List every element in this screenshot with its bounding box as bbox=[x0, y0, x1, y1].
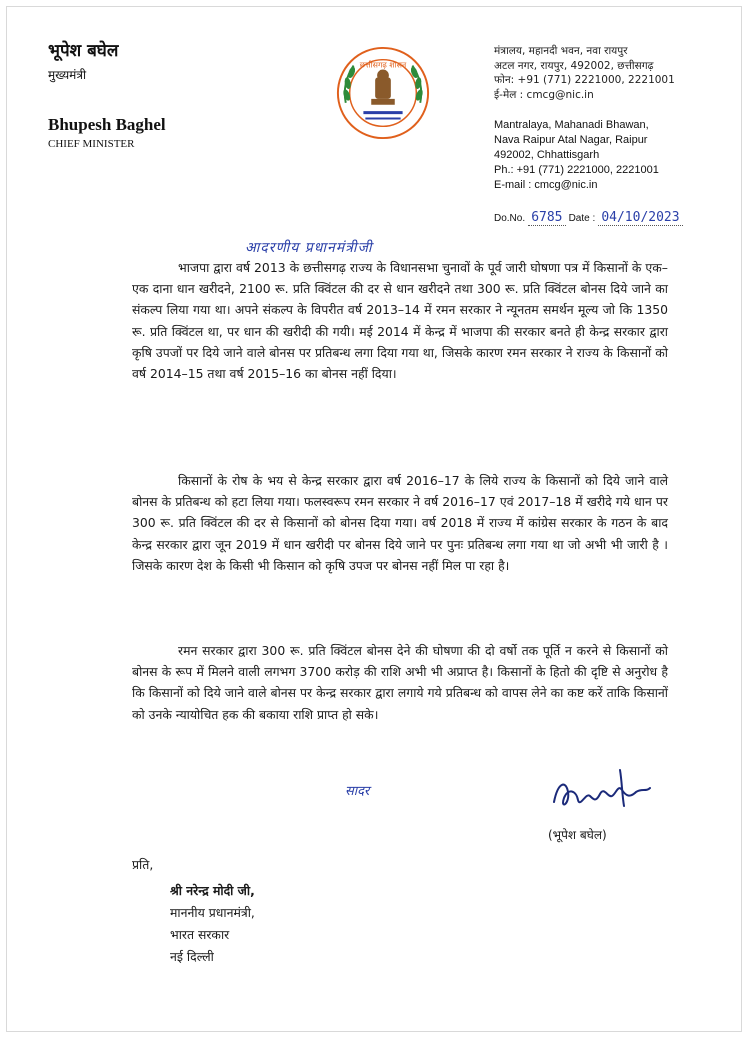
sender-name-hindi: भूपेश बघेल bbox=[48, 41, 119, 61]
address-english bbox=[494, 118, 659, 193]
sender-title-english: CHIEF MINISTER bbox=[48, 138, 135, 150]
emblem-text: छत्तीसगढ़ शासन bbox=[359, 60, 407, 70]
sender-title-hindi: मुख्यमंत्री bbox=[48, 68, 87, 82]
address-hindi bbox=[494, 44, 675, 102]
address-english-line: E-mail : cmcg@nic.in bbox=[494, 179, 598, 191]
recipient-city: नई दिल्ली bbox=[170, 949, 214, 964]
reference-row bbox=[494, 210, 683, 225]
address-hindi-line: मंत्रालय, महानदी भवन, नवा रायपुर bbox=[494, 45, 628, 57]
recipient-designation: माननीय प्रधानमंत्री, bbox=[170, 905, 255, 920]
do-number-label: Do.No. bbox=[494, 213, 526, 224]
address-english-line: Nava Raipur Atal Nagar, Raipur bbox=[494, 134, 648, 146]
body-paragraph-1: भाजपा द्वारा वर्ष 2013 के छत्तीसगढ़ राज्य के विधानसभा चुनावों के पूर्व जारी घोषणा पत्र में किसानों के एक–एक दाना धान खरीदने, 2100 रू. प्रति क्विंटल की दर से धान खरीदने तथा 300 रू. प्रति क्विंटल बोनस दिये जाने का संकल्प लिया गया था। अपने संकल्प के विपरीत वर्ष 2013–14 में रमन सरकार ने न्यूनतम समर्थन मूल्य जो कि 1350 रू. प्रति क्विंटल था, पर धान की खरीदी की गयी। मई 2014 में केन्द्र में भाजपा की सरकार बनते ही केन्द्र सरकार द्वारा कृषि उपजों पर दिये जाने वाले बोनस पर प्रतिबन्ध लगा दिया गया था, जिसके कारण रमन सरकार ने राज्य के किसानों को वर्ष 2014–15 तथा वर्ष 2015–16 का बोनस नहीं दिया। bbox=[132, 260, 668, 382]
address-hindi-line: ई-मेल : cmcg@nic.in bbox=[494, 88, 594, 101]
address-hindi-line: फोन: +91 (771) 2221000, 2221001 bbox=[494, 74, 675, 86]
recipient-block bbox=[170, 880, 255, 968]
signature-icon bbox=[546, 762, 666, 822]
address-english-line: Ph.: +91 (771) 2221000, 2221001 bbox=[494, 164, 659, 176]
handwritten-closing: सादर bbox=[345, 784, 370, 799]
body-paragraph-2: किसानों के रोष के भय से केन्द्र सरकार द्वारा वर्ष 2016–17 के लिये राज्य के किसानों को दिये जाने वाले बोनस के प्रतिबन्ध को हटा लिया गया। फलस्वरूप रमन सरकार ने वर्ष 2016–17 एवं 2017–18 में खरीदे गये धान पर 300 रू. प्रति क्विंटल की दर से किसानों को बोनस दिया गया। वर्ष 2018 में राज्य में कांग्रेस सरकार के गठन के बाद केन्द्र सरकार द्वारा जून 2019 में धान खरीदी पर बोनस दिये जाने पर पुनः प्रतिबन्ध लगा गया था जो अभी भी जारी है । जिसके कारण देश के किसी भी किसान को कृषि उपज पर बोनस नहीं मिल पा रहा है। bbox=[132, 473, 668, 573]
signatory-name: (भूपेश बघेल) bbox=[548, 828, 607, 842]
recipient-office: भारत सरकार bbox=[170, 927, 230, 942]
sender-name-english: Bhupesh Baghel bbox=[48, 115, 166, 134]
address-hindi-line: अटल नगर, रायपुर, 492002, छत्तीसगढ़ bbox=[494, 59, 654, 72]
address-english-line: Mantralaya, Mahanadi Bhawan, bbox=[494, 119, 649, 131]
chhattisgarh-emblem-icon bbox=[334, 44, 432, 142]
handwritten-salutation: आदरणीय प्रधानमंत्रीजी bbox=[245, 240, 373, 256]
prati-label: प्रति, bbox=[132, 857, 154, 872]
address-english-line: 492002, Chhattisgarh bbox=[494, 149, 600, 161]
body-paragraph-3: रमन सरकार द्वारा 300 रू. प्रति क्विंटल बोनस देने की घोषणा की दो वर्षो तक पूर्ति न करने से किसानों को बोनस के रूप में मिलने वाली लगभग 3700 करोड़ की राशि अभी भी अप्राप्त है। किसानों के हितो की दृष्टि से अनुरोध है कि किसानों को दिये जाने वाले बोनस पर केन्द्र सरकार द्वारा लगाये गये प्रतिबन्ध को वापस लेने का कष्ट करें ताकि किसानों को उनके न्यायोचित हक की बकाया राशि प्राप्त हो सके। bbox=[132, 643, 668, 722]
do-number-value: 6785 bbox=[528, 210, 565, 226]
recipient-name: श्री नरेन्द्र मोदी जी, bbox=[170, 883, 255, 898]
date-label: Date : bbox=[568, 213, 596, 224]
date-value: 04/10/2023 bbox=[598, 210, 682, 226]
